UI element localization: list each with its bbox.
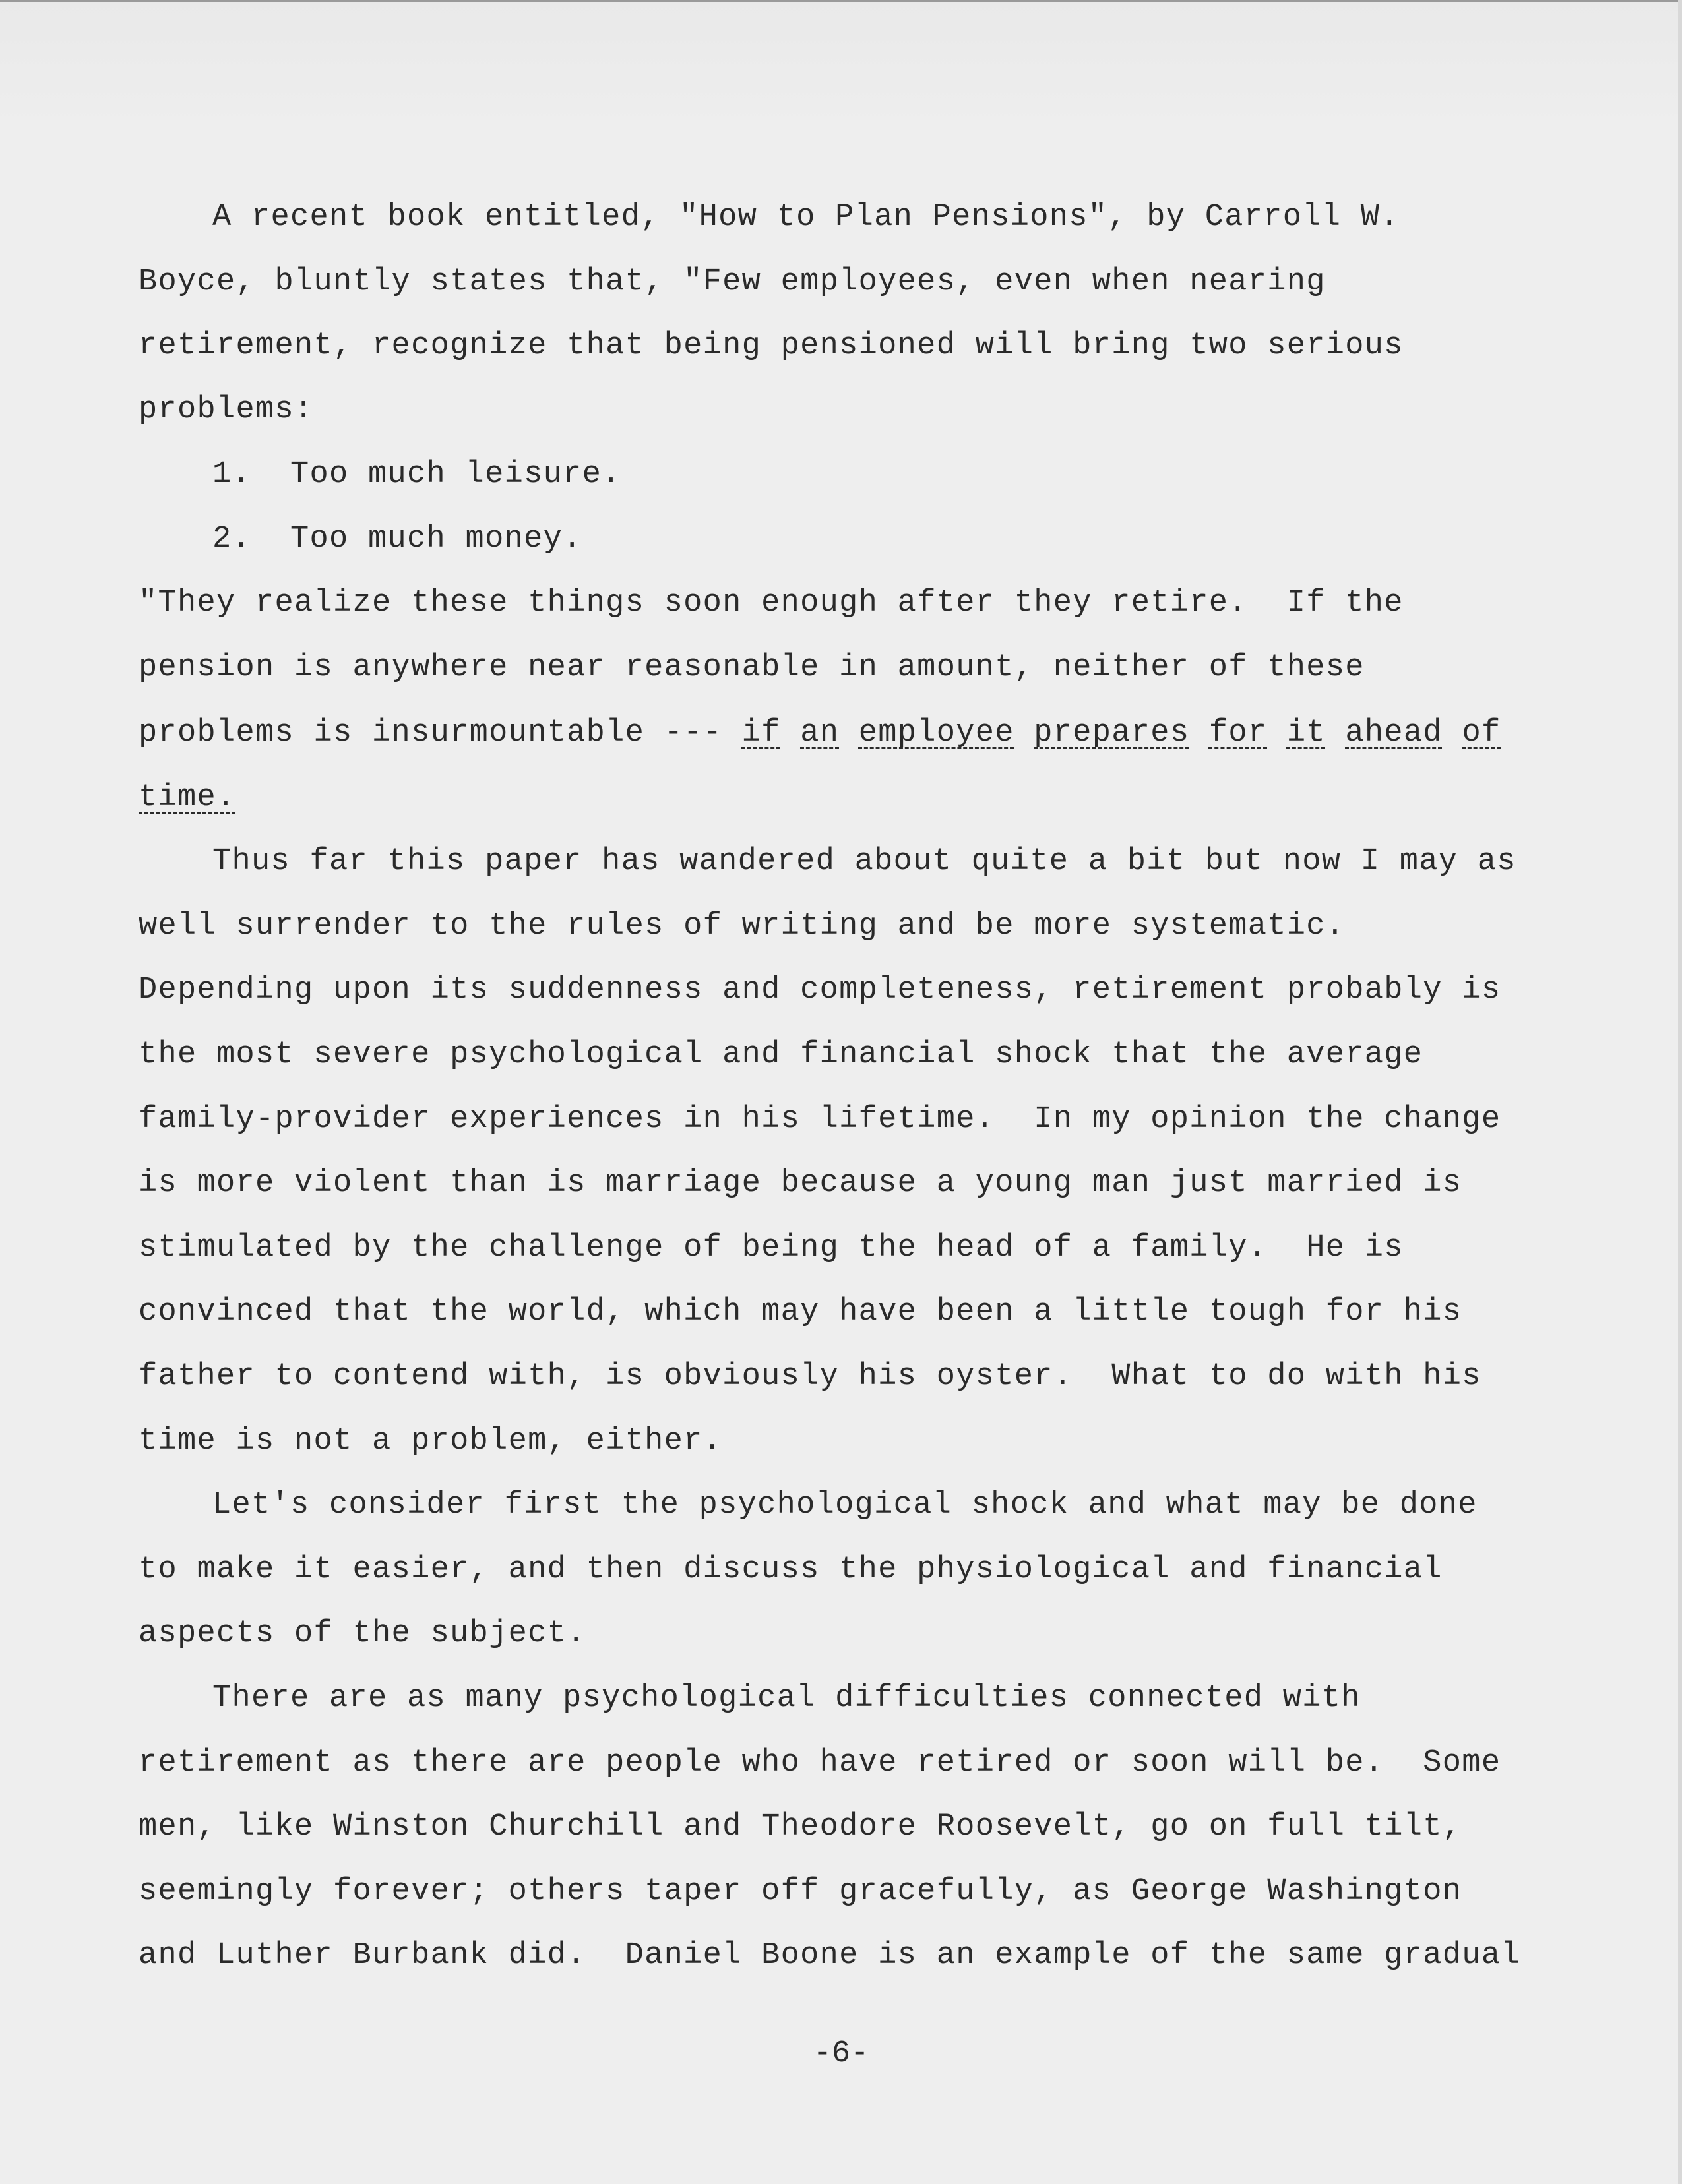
- underlined-word: of: [1462, 715, 1501, 750]
- text-line: family-provider experiences in his lifetime. In my opinion the change: [139, 1102, 1501, 1137]
- page-number: -6-: [813, 2036, 869, 2071]
- text-line: is more violent than is marriage because a young man just married is: [139, 1166, 1462, 1201]
- text-line: convinced that the world, which may have been a little tough for his: [139, 1294, 1462, 1329]
- text-line: Thus far this paper has wandered about quite a bit but now I may as: [212, 844, 1516, 879]
- underlined-word: it: [1286, 715, 1326, 750]
- underlined-word: time.: [139, 780, 236, 815]
- text-line: problems:: [139, 392, 314, 427]
- text-line: retirement as there are people who have retired or soon will be. Some: [139, 1745, 1501, 1780]
- text-line: well surrender to the rules of writing and be more systematic.: [139, 909, 1346, 944]
- underlined-word: an: [800, 715, 840, 750]
- text-line: and Luther Burbank did. Daniel Boone is an example of the same gradual: [139, 1938, 1520, 1973]
- text-line: retirement, recognize that being pensioned will bring two serious: [139, 328, 1404, 363]
- text-line: father to contend with, is obviously his oyster. What to do with his: [139, 1359, 1481, 1394]
- text-line: [139, 778, 236, 818]
- text-line: time is not a problem, either.: [139, 1424, 723, 1459]
- text-line: pension is anywhere near reasonable in amount, neither of these: [139, 650, 1365, 685]
- list-item: 2. Too much money.: [212, 522, 582, 557]
- text-line: men, like Winston Churchill and Theodore Roosevelt, go on full tilt,: [139, 1809, 1462, 1844]
- text-line: Boyce, bluntly states that, "Few employees, even when nearing: [139, 264, 1326, 299]
- text-line: aspects of the subject.: [139, 1616, 586, 1651]
- text-line: Depending upon its suddenness and completeness, retirement probably is: [139, 973, 1501, 1008]
- underlined-word: employee: [858, 715, 1014, 750]
- underlined-word: if: [741, 715, 781, 750]
- text-line: stimulated by the challenge of being the head of a family. He is: [139, 1230, 1404, 1265]
- text-line: Let's consider first the psychological shock and what may be done: [212, 1488, 1478, 1523]
- text-line: [139, 713, 1501, 753]
- text-segment: problems is insurmountable ---: [139, 715, 742, 750]
- text-line: A recent book entitled, "How to Plan Pensions", by Carroll W.: [212, 200, 1400, 235]
- underlined-word: prepares: [1034, 715, 1190, 750]
- underlined-word: ahead: [1345, 715, 1443, 750]
- text-line: to make it easier, and then discuss the physiological and financial: [139, 1552, 1443, 1587]
- page-right-edge: [1678, 0, 1682, 2184]
- page-top-edge: [0, 0, 1682, 2]
- text-line: the most severe psychological and financial shock that the average: [139, 1037, 1423, 1072]
- text-line: "They realize these things soon enough after they retire. If the: [139, 586, 1404, 621]
- text-line: seemingly forever; others taper off gracefully, as George Washington: [139, 1874, 1462, 1909]
- text-line: There are as many psychological difficulties connected with: [212, 1681, 1361, 1716]
- list-item: 1. Too much leisure.: [212, 457, 621, 492]
- underlined-word: for: [1208, 715, 1268, 750]
